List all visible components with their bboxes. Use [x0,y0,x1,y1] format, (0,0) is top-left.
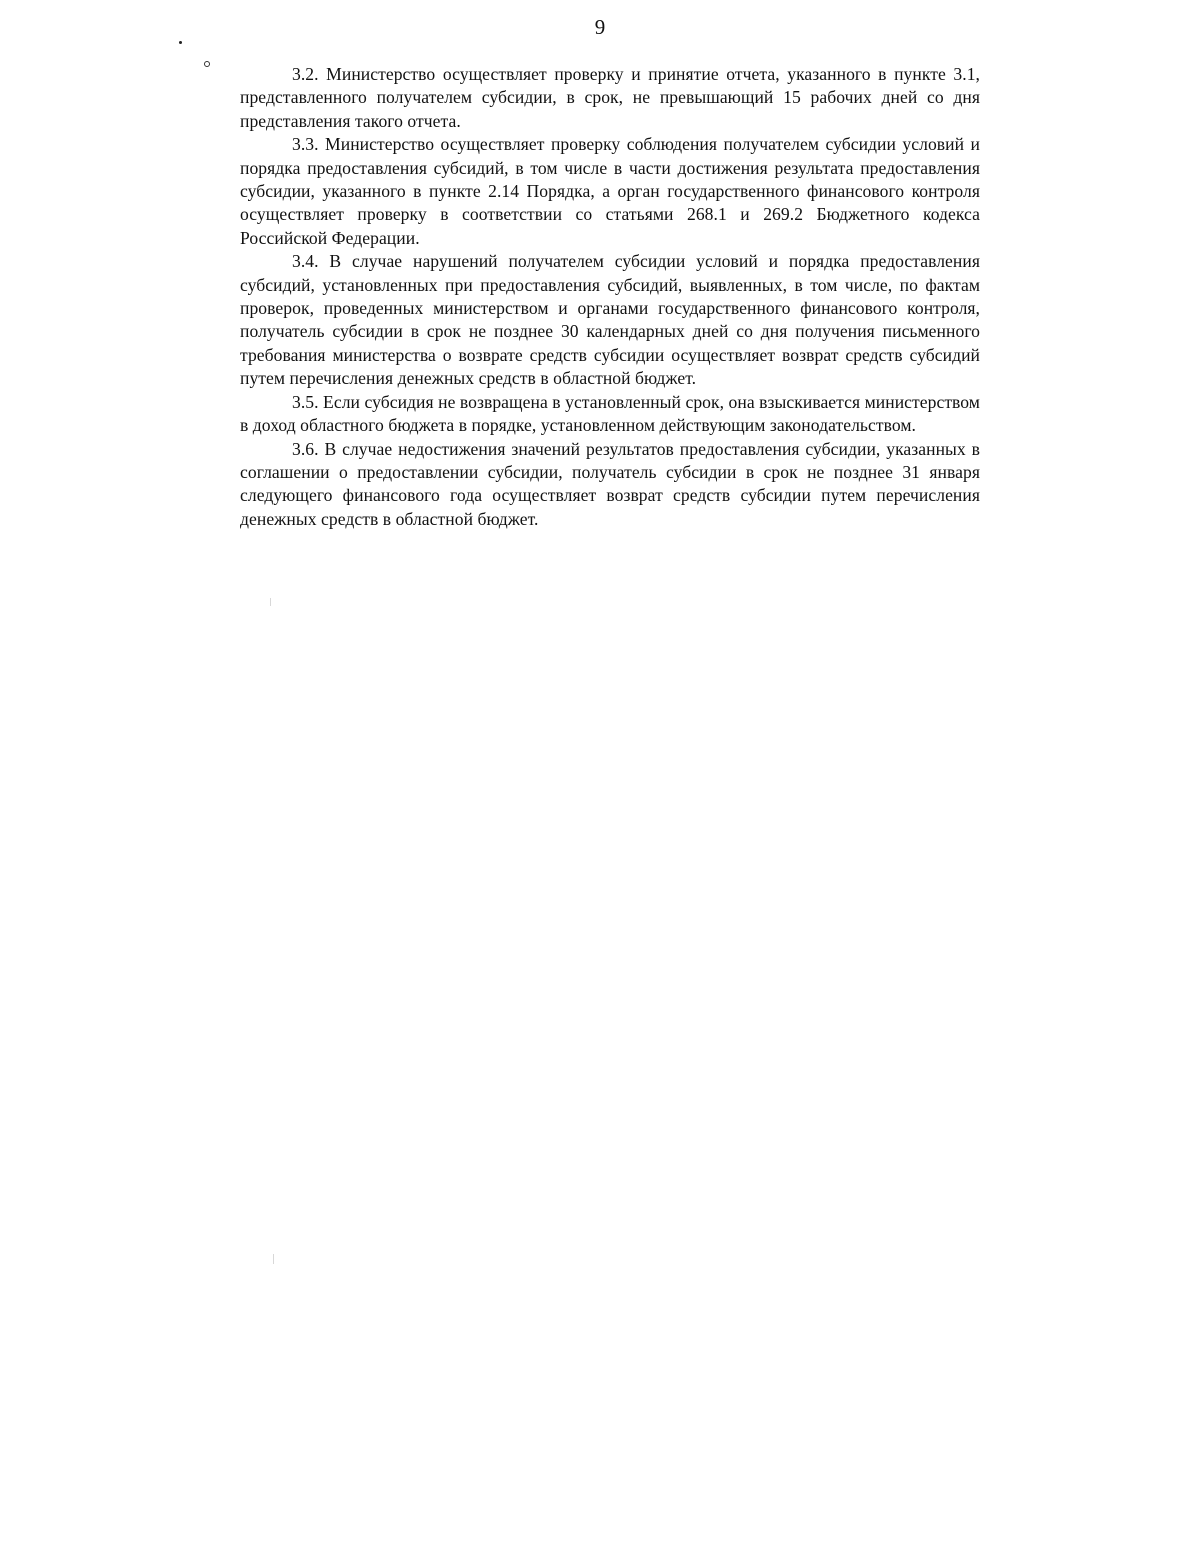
paragraph-3-6: 3.6. В случае недостижения значений результатов предоставления субсидии, указанных в соглашении о предоставлении субсидии, получатель субсидии в срок не позднее 31 января следующего финансового года осуществляет возврат средств субсидии путем перечисления денежных средств в областной бюджет. [240,438,980,529]
scan-artifact [270,598,271,606]
scan-artifact [273,1254,274,1264]
paragraph-3-4: 3.4. В случае нарушений получателем субсидии условий и порядка предоставления субсидий, установленных при предоставления субсидий, выявленных, в том числе, по фактам проверок, проведенных министерством и органами государственного финансового контроля, получатель субсидии в срок не позднее 30 календарных дней со дня получения письменного требования министерства о возврате средств субсидии осуществляет возврат средств субсидий путем перечисления денежных средств в областной бюджет. [240,251,980,389]
scan-speck [179,41,182,44]
scan-speck [204,61,210,67]
paragraph-3-2: 3.2. Министерство осуществляет проверку и принятие отчета, указанного в пункте 3.1, представленного получателем субсидии, в срок, не превышающий 15 рабочих дней со дня представления такого отчета. [240,64,980,131]
document-body [240,63,980,531]
paragraph-3-5: 3.5. Если субсидия не возвращена в установленный срок, она взыскивается министерством в доход областного бюджета в порядке, установленном действующим законодательством. [240,391,980,436]
paragraph-3-3: 3.3. Министерство осуществляет проверку соблюдения получателем субсидии условий и порядка предоставления субсидий, в том числе в части достижения результата предоставления субсидии, указанного в пункте 2.14 Порядка, а орган государственного финансового контроля осуществляет проверку в соответствии со статьями 268.1 и 269.2 Бюджетного кодекса Российской Федерации. [240,134,980,248]
page-number: 9 [594,15,606,39]
